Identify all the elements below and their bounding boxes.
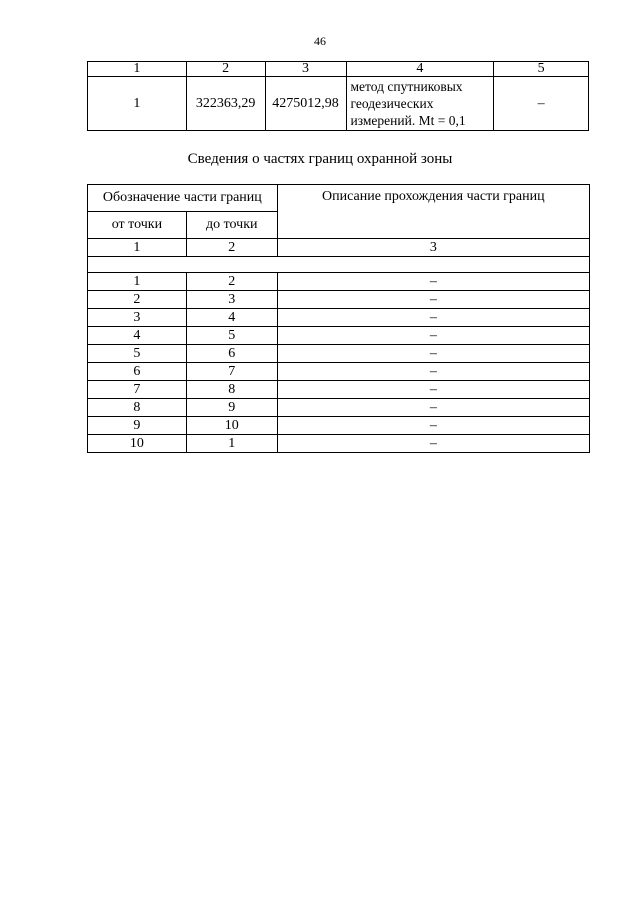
to-point: 3 — [186, 291, 277, 309]
x-coordinate: 322363,29 — [186, 77, 265, 131]
coordinates-header-row — [88, 62, 589, 77]
point-number: 1 — [88, 77, 187, 131]
header-cell: 2 — [186, 62, 265, 77]
column-number: 3 — [277, 239, 589, 257]
part-description: – — [277, 399, 589, 417]
from-point: 10 — [88, 435, 187, 453]
table-row — [88, 309, 590, 327]
header-cell: 5 — [494, 62, 589, 77]
coordinates-table — [87, 61, 589, 131]
note-cell: – — [494, 77, 589, 131]
to-point: 2 — [186, 273, 277, 291]
part-description: – — [277, 327, 589, 345]
parts-table-body — [88, 273, 590, 453]
from-point: 7 — [88, 381, 187, 399]
part-description: – — [277, 273, 589, 291]
header-cell: 3 — [265, 62, 346, 77]
method-line: геодезических — [350, 96, 434, 111]
to-point: 9 — [186, 399, 277, 417]
from-point: 5 — [88, 345, 187, 363]
table-row — [88, 345, 590, 363]
from-point: 3 — [88, 309, 187, 327]
from-point: 4 — [88, 327, 187, 345]
from-point: 9 — [88, 417, 187, 435]
group-header: Обозначение части границ — [88, 185, 278, 212]
part-description: – — [277, 345, 589, 363]
method-line: измерений. Mt = 0,1 — [350, 113, 466, 128]
from-point: 2 — [88, 291, 187, 309]
table-row — [88, 363, 590, 381]
from-point: 6 — [88, 363, 187, 381]
column-number: 1 — [88, 239, 187, 257]
method-line: метод спутниковых — [350, 79, 463, 94]
table-row — [88, 381, 590, 399]
to-point: 1 — [186, 435, 277, 453]
table-row — [88, 291, 590, 309]
to-point: 5 — [186, 327, 277, 345]
coordinates-row — [88, 77, 589, 131]
part-description: – — [277, 309, 589, 327]
table-row — [88, 399, 590, 417]
part-description: – — [277, 417, 589, 435]
table-row — [88, 417, 590, 435]
from-point: 8 — [88, 399, 187, 417]
from-point-header: от точки — [88, 212, 187, 239]
part-description: – — [277, 291, 589, 309]
measurement-method — [346, 77, 494, 131]
parts-header-row — [88, 185, 590, 212]
empty-cell — [88, 257, 590, 273]
column-numbers-row — [88, 239, 590, 257]
header-cell: 4 — [346, 62, 494, 77]
table-row — [88, 327, 590, 345]
part-description: – — [277, 363, 589, 381]
boundary-parts-table — [87, 184, 590, 453]
table-row — [88, 273, 590, 291]
to-point: 6 — [186, 345, 277, 363]
to-point: 10 — [186, 417, 277, 435]
part-description: – — [277, 381, 589, 399]
section-title: Сведения о частях границ охранной зоны — [187, 151, 453, 167]
to-point-header: до точки — [186, 212, 277, 239]
to-point: 8 — [186, 381, 277, 399]
empty-row — [88, 257, 590, 273]
part-description: – — [277, 435, 589, 453]
to-point: 7 — [186, 363, 277, 381]
table-row — [88, 435, 590, 453]
header-cell: 1 — [88, 62, 187, 77]
description-header: Описание прохождения части границ — [277, 185, 589, 239]
column-number: 2 — [186, 239, 277, 257]
page-number: 46 — [314, 34, 326, 48]
to-point: 4 — [186, 309, 277, 327]
from-point: 1 — [88, 273, 187, 291]
y-coordinate: 4275012,98 — [265, 77, 346, 131]
